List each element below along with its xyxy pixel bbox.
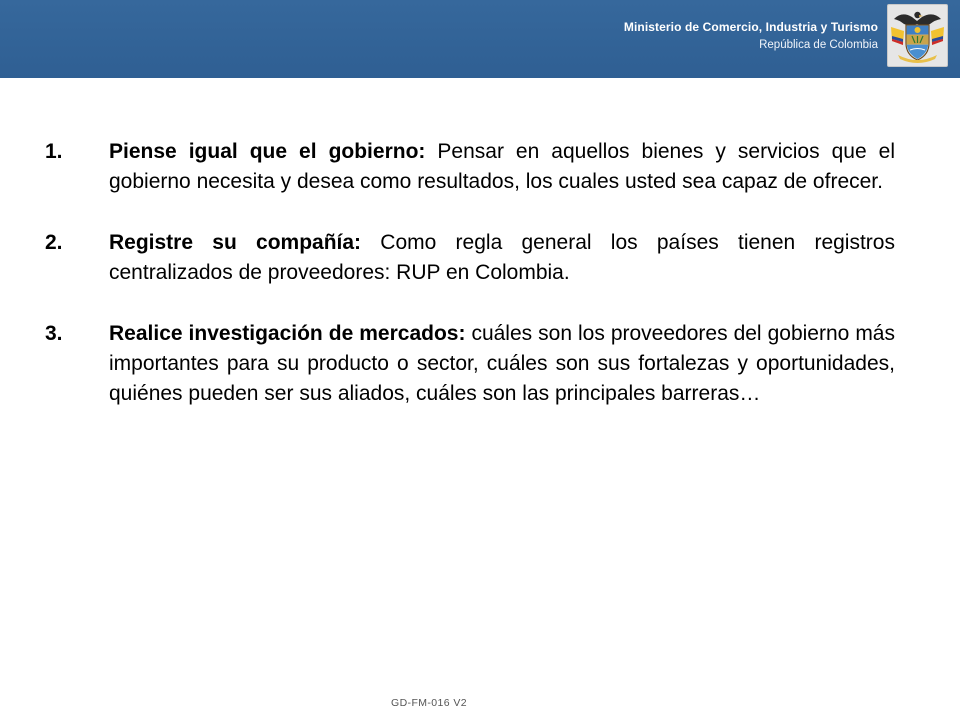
header-band bbox=[0, 0, 960, 78]
footer-code: GD-FM-016 V2 bbox=[391, 697, 467, 709]
item-number: 1. bbox=[45, 140, 63, 163]
item-title: Realice investigación de mercados: bbox=[109, 322, 466, 345]
ministry-country: República de Colombia bbox=[759, 39, 878, 51]
item-text: cuáles son los proveedores del gobierno más importantes para su producto o sector, cuáles son sus fortalezas y oportunidades, quiénes pueden ser sus aliados, cuáles son las principales barreras… bbox=[109, 322, 895, 405]
item-body bbox=[109, 319, 895, 409]
list-item bbox=[45, 228, 895, 288]
item-title: Piense igual que el gobierno: bbox=[109, 140, 426, 163]
item-body bbox=[109, 137, 895, 197]
list-item bbox=[45, 137, 895, 197]
content-list bbox=[45, 137, 895, 440]
item-text: Como regla general los países tienen registros centralizados de proveedores: RUP en Colombia. bbox=[109, 231, 895, 284]
list-item bbox=[45, 319, 895, 409]
ministry-name: Ministerio de Comercio, Industria y Turismo bbox=[623, 20, 878, 34]
item-number: 2. bbox=[45, 231, 63, 254]
item-number: 3. bbox=[45, 322, 63, 345]
ministry-block bbox=[624, 18, 878, 54]
coat-of-arms-icon bbox=[887, 4, 948, 67]
item-body bbox=[109, 228, 895, 288]
item-text: Pensar en aquellos bienes y servicios que el gobierno necesita y desea como resultados, los cuales usted sea capaz de ofrecer. bbox=[109, 140, 895, 193]
item-title: Registre su compañía: bbox=[109, 231, 362, 254]
